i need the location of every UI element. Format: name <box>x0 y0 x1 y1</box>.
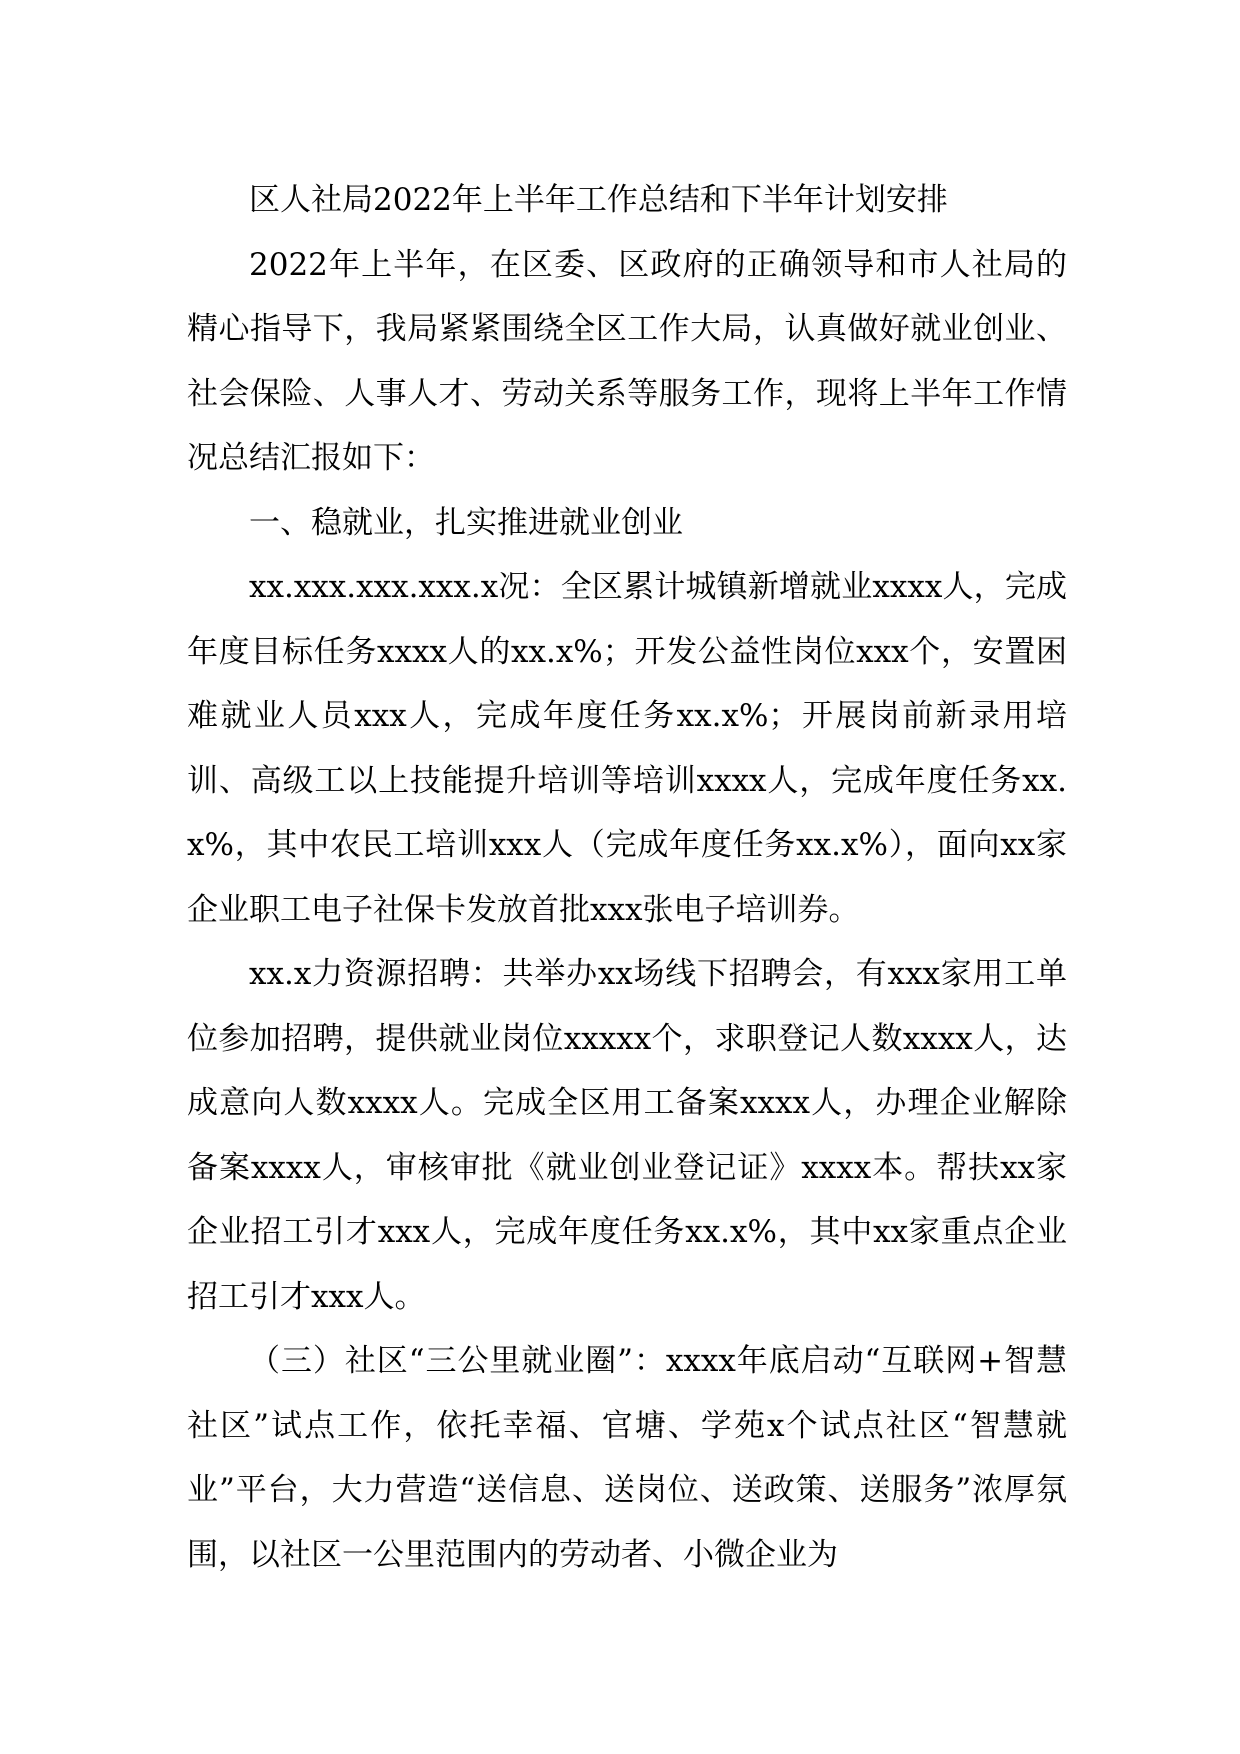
paragraph-intro: 2022年上半年，在区委、区政府的正确领导和市人社局的精心指导下，我局紧紧围绕全区工作大局，认真做好就业创业、社会保险、人事人才、劳动关系等服务工作，现将上半年工作情况总结汇报如下： <box>187 246 1067 476</box>
document-body <box>187 168 1067 1587</box>
document-title: 区人社局2022年上半年工作总结和下半年计划安排 <box>249 182 948 218</box>
paragraph-community-employment: （三）社区“三公里就业圈”：xxxx年底启动“互联网+智慧社区”试点工作，依托幸福、官塘、学苑x个试点社区“智慧就业”平台，大力营造“送信息、送岗位、送政策、送服务”浓厚氛围，以社区一公里范围内的劳动者、小微企业为 <box>187 1343 1067 1573</box>
section-heading-employment: 一、稳就业，扎实推进就业创业 <box>249 504 683 541</box>
paragraph-employment-status: xx.xxx.xxx.xxx.x况：全区累计城镇新增就业xxxx人，完成年度目标任务xxxx人的xx.x%；开发公益性岗位xxx个，安置困难就业人员xxx人，完成年度任务xx.x%；开展岗前新录用培训、高级工以上技能提升培训等培训xxxx人，完成年度任务xx.x%，其中农民工培训xxx人（完成年度任务xx.x%），面向xx家企业职工电子社保卡发放首批xxx张电子培训券。 <box>187 569 1067 928</box>
paragraph-recruitment: xx.x力资源招聘：共举办xx场线下招聘会，有xxx家用工单位参加招聘，提供就业岗位xxxxx个，求职登记人数xxxx人，达成意向人数xxxx人。完成全区用工备案xxxx人，办理企业解除备案xxxx人，审核审批《就业创业登记证》xxxx本。帮扶xx家企业招工引才xxx人，完成年度任务xx.x%，其中xx家重点企业招工引才xxx人。 <box>187 956 1067 1315</box>
